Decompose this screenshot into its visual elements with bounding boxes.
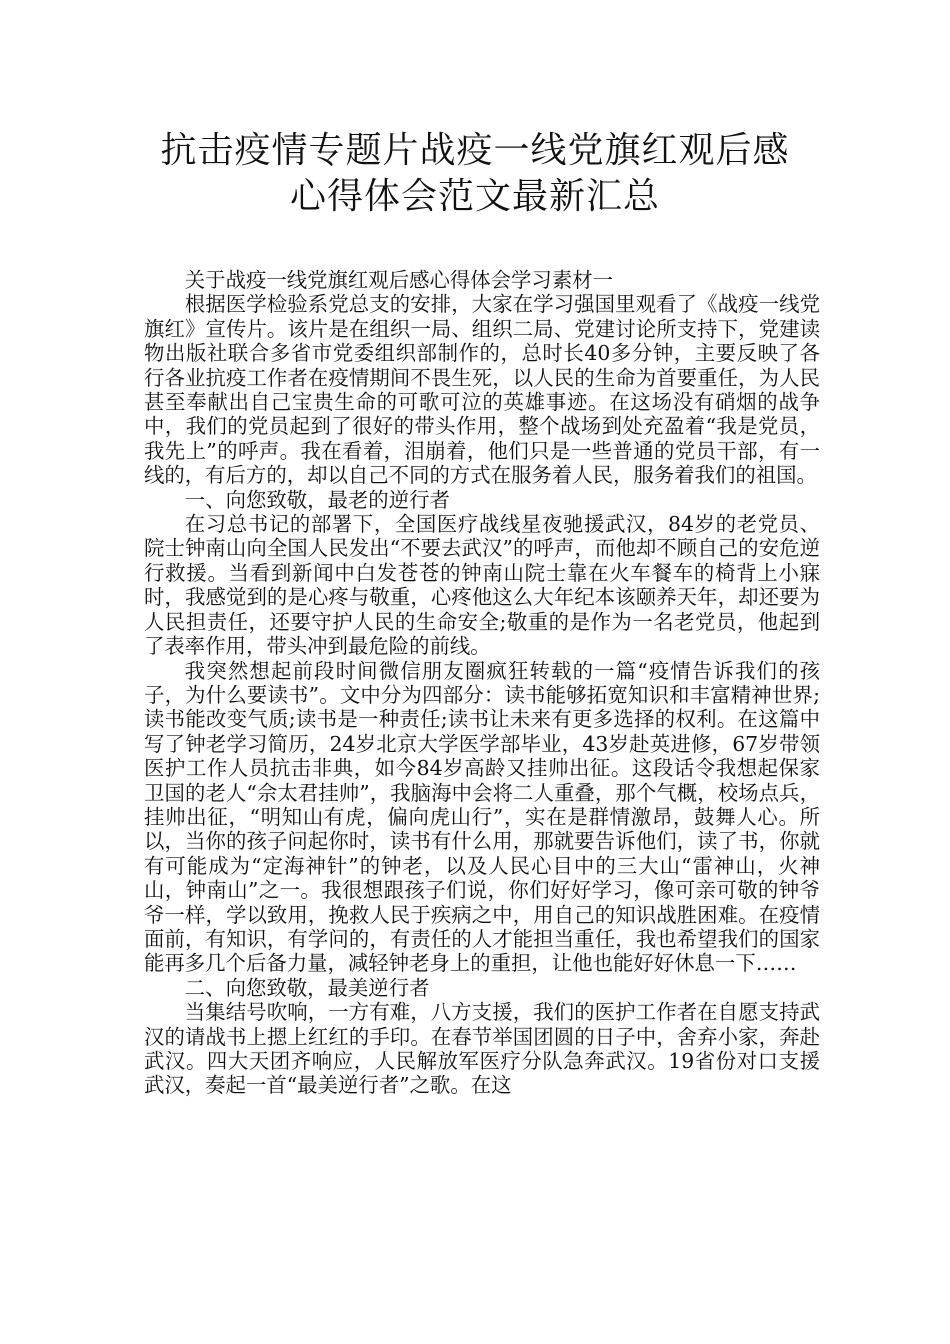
document-body: [144, 268, 820, 1098]
document-title: [100, 128, 850, 220]
paragraph: 在习总书记的部署下，全国医疗战线星夜驰援武汉，84岁的老党员、院士钟南山向全国人民发出“不要去武汉”的呼声，而他却不顾自己的安危逆行救援。当看到新闻中白发苍苍的钟南山院士靠在火车餐车的椅背上小寐时，我感觉到的是心疼与敬重，心疼他这么大年纪本该颐养天年，却还要为人民担责任，还要守护人民的生命安全;敬重的是作为一名老党员，他起到了表率作用，带头冲到最危险的前线。: [144, 512, 820, 659]
paragraph: 根据医学检验系党总支的安排，大家在学习强国里观看了《战疫一线党旗红》宣传片。该片是在组织一局、组织二局、党建讨论所支持下，党建读物出版社联合多省市党委组织部制作的，总时长40多分钟，主要反映了各行各业抗疫工作者在疫情期间不畏生死，以人民的生命为首要重任，为人民甚至奉献出自己宝贵生命的可歌可泣的英雄事迹。在这场没有硝烟的战争中，我们的党员起到了很好的带头作用，整个战场到处充盈着“我是党员，我先上”的呼声。我在看着，泪崩着，他们只是一些普通的党员干部，有一线的，有后方的，却以自己不同的方式在服务着人民，服务着我们的祖国。: [144, 292, 820, 488]
section-heading-2: 二、向您致敬，最美逆行者: [184, 975, 430, 1000]
title-line-2: 心得体会范文最新汇总: [289, 176, 660, 217]
paragraph: 我突然想起前段时间微信朋友圈疯狂转载的一篇“疫情告诉我们的孩子，为什么要读书”。文中分为四部分：读书能够拓宽知识和丰富精神世界;读书能改变气质;读书是一种责任;读书让未来有更多选择的权利。在这篇中写了钟老学习简历，24岁北京大学医学部毕业，43岁赴英进修，67岁带领医护工作人员抗击非典，如今84岁高龄又挂帅出征。这段话令我想起保家卫国的老人“佘太君挂帅”，我脑海中会将二人重叠，那个气概，校场点兵，挂帅出征，“明知山有虎，偏向虎山行”，实在是群情激昂，鼓舞人心。所以，当你的孩子问起你时，读书有什么用，那就要告诉他们，读了书，你就有可能成为“定海神针”的钟老，以及人民心目中的三大山“雷神山，火神山，钟南山”之一。我很想跟孩子们说，你们好好学习，像可亲可敬的钟爷爷一样，学以致用，挽救人民于疾病之中，用自己的知识战胜困难。在疫情面前，有知识，有学问的，有责任的人才能担当重任，我也希望我们的国家能再多几个后备力量，减轻钟老身上的重担，让他也能好好休息一下……: [144, 658, 820, 976]
paragraph-heading-materials: 关于战疫一线党旗红观后感心得体会学习素材一: [184, 268, 613, 292]
section-heading-1: 一、向您致敬，最老的逆行者: [184, 487, 450, 512]
title-line-1: 抗击疫情专题片战疫一线党旗红观后感: [160, 130, 790, 171]
paragraph: 当集结号吹响，一方有难，八方支援，我们的医护工作者在自愿支持武汉的请战书上摁上红红的手印。在春节举国团圆的日子中，舍弃小家，奔赴武汉。四大天团齐响应，人民解放军医疗分队急奔武汉。19省份对口支援武汉，奏起一首“最美逆行者”之歌。在这: [144, 1000, 820, 1098]
